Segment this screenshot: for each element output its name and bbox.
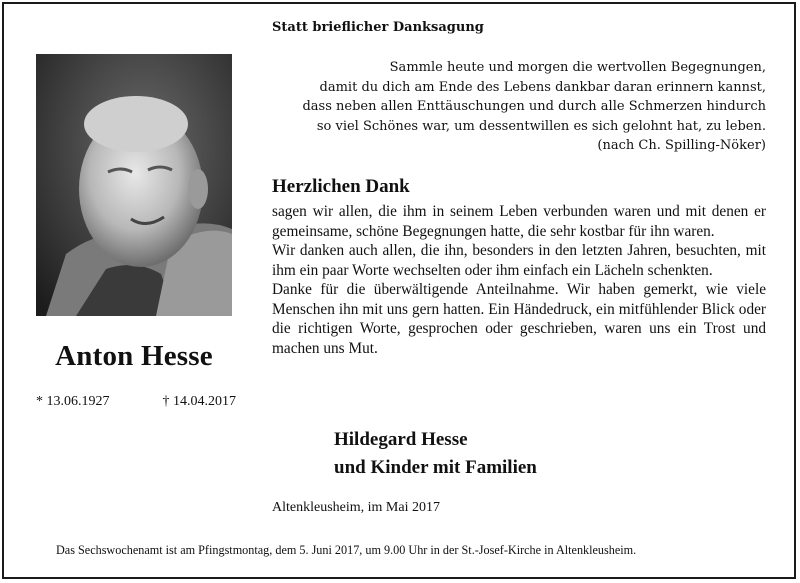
portrait-photo [36, 54, 232, 316]
thanks-paragraph: sagen wir allen, die ihm in seinem Leben verbunden waren und mit denen er gemeinsame, schöne Begegnungen hatte, die sehr kostbar für ihn waren. [272, 203, 766, 240]
poem-line: dass neben allen Enttäuschungen und durch alle Schmerzen hindurch [302, 99, 766, 114]
signature-line: Hildegard Hesse [334, 429, 468, 450]
poem-line: damit du dich am Ende des Lebens dankbar daran erinnern kannst, [319, 79, 766, 95]
deceased-name: Anton Hesse [55, 340, 213, 372]
thanks-paragraph: Danke für die überwältigende Anteilnahme. Wir haben gemerkt, wie viele Menschen ihn mit uns gern hatten. Ein Händedruck, ein mitfühlender Blick oder die richtigen Worte, gesprochen oder geschrieben, waren uns ein Trost und machen uns Mut. [272, 281, 766, 357]
birth-date: * 13.06.1927 [36, 394, 110, 409]
place-date: Altenkleusheim, im Mai 2017 [272, 500, 440, 515]
death-date: † 14.04.2017 [162, 394, 236, 409]
signature [334, 426, 537, 482]
thanks-paragraph: Wir danken auch allen, die ihn, besonders in den letzten Jahren, besuchten, mit ihm ein paar Worte wechselten oder ihm einfach ein Lächeln schenkten. [272, 242, 766, 279]
life-dates [36, 394, 236, 410]
signature-line: und Kinder mit Familien [334, 457, 537, 478]
thanks-text [272, 202, 766, 358]
poem-attribution: (nach Ch. Spilling-Nöker) [597, 138, 766, 153]
poem-line: Sammle heute und morgen die wertvollen Begegnungen, [389, 60, 766, 75]
thanks-heading: Herzlichen Dank [272, 176, 410, 197]
portrait-image [36, 54, 232, 316]
footer-note: Das Sechswochenamt ist am Pfingstmontag, dem 5. Juni 2017, um 9.00 Uhr in der St.-Josef-Kirche in Altenkleusheim. [56, 543, 637, 557]
poem-line: so viel Schönes war, um dessentwillen es sich gelohnt hat, zu leben. [316, 118, 766, 134]
poem [296, 58, 766, 156]
notice-header: Statt brieflicher Danksagung [272, 20, 484, 35]
